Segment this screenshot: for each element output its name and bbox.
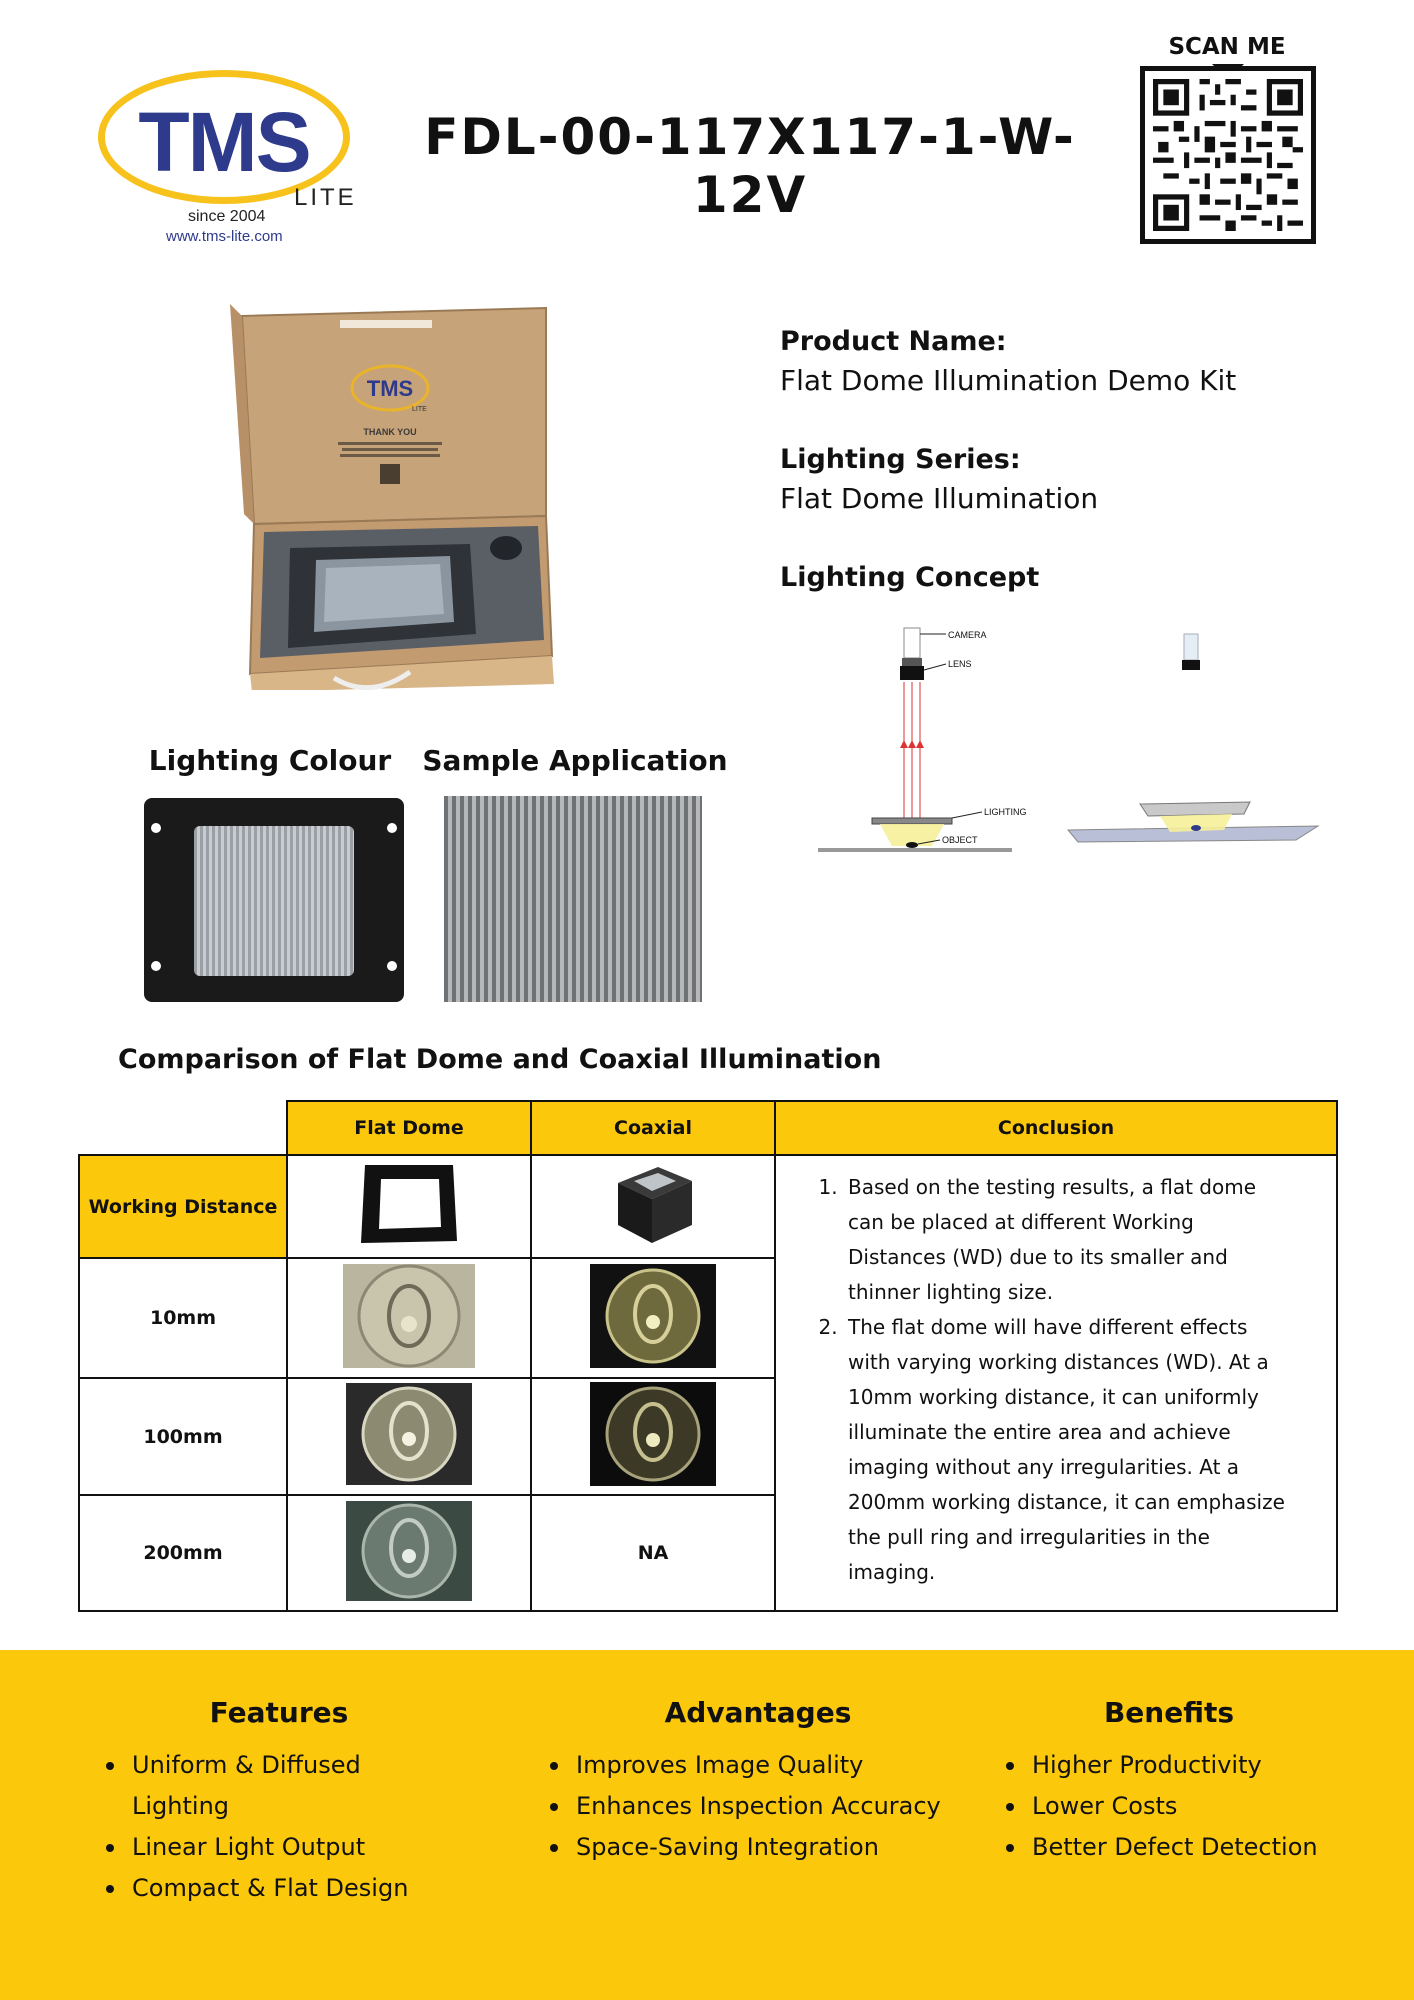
benefit-text: Higher Productivity — [1032, 1751, 1262, 1779]
list-item — [1004, 1786, 1334, 1827]
list-item — [104, 1868, 454, 1909]
features-title: Features — [209, 1696, 349, 1729]
lighting-concept-3d-diagram — [1060, 618, 1320, 858]
advantages-title: Advantages — [664, 1696, 852, 1729]
table-corner-cell — [79, 1101, 287, 1155]
scan-me-label: SCAN ME — [1168, 34, 1286, 60]
bullet-icon — [550, 1803, 558, 1811]
bullet-icon — [106, 1885, 114, 1893]
advantage-text: Enhances Inspection Accuracy — [576, 1792, 941, 1820]
feature-text: Compact & Flat Design — [132, 1874, 409, 1902]
brand-logo — [96, 64, 376, 254]
sample-application-image — [444, 796, 702, 1002]
feature-text: Uniform & Diffused Lighting — [132, 1751, 361, 1820]
advantage-text: Improves Image Quality — [576, 1751, 864, 1779]
flat-dome-10mm-image — [287, 1258, 531, 1378]
benefit-text: Better Defect Detection — [1032, 1833, 1318, 1861]
header-coaxial: Coaxial — [531, 1101, 775, 1155]
svg-text:LIGHTING: LIGHTING — [984, 807, 1027, 817]
logo-since: since 2004 — [188, 208, 266, 225]
coaxial-100mm-image — [531, 1378, 775, 1495]
qr-code[interactable] — [1140, 66, 1316, 244]
bullet-icon — [1006, 1844, 1014, 1852]
logo-url[interactable]: www.tms-lite.com — [166, 228, 283, 245]
bullet-icon — [106, 1844, 114, 1852]
table-header-row — [79, 1101, 1337, 1155]
table-row — [79, 1155, 1337, 1258]
flat-dome-product-image — [287, 1155, 531, 1258]
product-box-image — [230, 300, 560, 690]
coaxial-200mm-na: NA — [531, 1495, 775, 1611]
list-item — [104, 1827, 454, 1868]
list-item — [548, 1786, 968, 1827]
conclusion-item: 2. The flat dome will have different effects with varying working distances (WD). At a 10mm working distance, it can uniformly illuminate the entire area and achieve imaging without any irregularities. At a 200mm working distance, it can emphasize the pull ring and irregularities in the imaging. — [844, 1310, 1296, 1590]
conclusion-list — [822, 1170, 1296, 1590]
svg-text:CAMERA: CAMERA — [948, 630, 987, 640]
coaxial-10mm-image — [531, 1258, 775, 1378]
logo-text: TMS — [138, 95, 310, 189]
sample-application-title: Sample Application — [422, 744, 728, 777]
advantage-text: Space-Saving Integration — [576, 1833, 879, 1861]
feature-text: Linear Light Output — [132, 1833, 366, 1861]
model-code-title: FDL-00-117X117-1-W-12V — [424, 108, 1076, 224]
list-item — [548, 1745, 968, 1786]
features-list — [104, 1745, 454, 1909]
comparison-title: Comparison of Flat Dome and Coaxial Illumination — [118, 1044, 882, 1075]
bullet-icon — [1006, 1762, 1014, 1770]
bullet-icon — [106, 1762, 114, 1770]
qr-code-icon — [1153, 79, 1303, 231]
lighting-colour-title: Lighting Colour — [148, 744, 392, 777]
lighting-colour-image — [140, 796, 408, 1004]
svg-text:TMS: TMS — [366, 376, 414, 401]
flat-dome-200mm-image — [287, 1495, 531, 1611]
bullet-icon — [550, 1762, 558, 1770]
row-label-200mm: 200mm — [79, 1495, 287, 1611]
logo-subtext: LITE — [294, 184, 357, 211]
coaxial-product-image — [531, 1155, 775, 1258]
list-item — [548, 1827, 968, 1868]
header-flat-dome: Flat Dome — [287, 1101, 531, 1155]
comparison-table — [78, 1100, 1338, 1612]
footer-band — [0, 1650, 1414, 2000]
list-item — [1004, 1745, 1334, 1786]
svg-text:THANK YOU: THANK YOU — [363, 427, 417, 437]
row-label-10mm: 10mm — [79, 1258, 287, 1378]
lighting-concept-label: Lighting Concept — [780, 562, 1040, 593]
lighting-series-value: Flat Dome Illumination — [780, 482, 1099, 515]
benefits-column — [1004, 1696, 1334, 1868]
flat-dome-100mm-image — [287, 1378, 531, 1495]
advantages-column — [548, 1696, 968, 1868]
benefit-text: Lower Costs — [1032, 1792, 1178, 1820]
svg-text:OBJECT: OBJECT — [942, 835, 978, 845]
bullet-icon — [1006, 1803, 1014, 1811]
conclusion-item: 1. Based on the testing results, a flat dome can be placed at different Working Distances (WD) due to its smaller and thinner lighting size. — [844, 1170, 1296, 1310]
product-name-value: Flat Dome Illumination Demo Kit — [780, 364, 1237, 397]
list-item — [1004, 1827, 1334, 1868]
conclusion-cell — [775, 1155, 1337, 1611]
list-item — [104, 1745, 454, 1827]
benefits-title: Benefits — [1103, 1696, 1235, 1729]
advantages-list — [548, 1745, 968, 1868]
row-label-100mm: 100mm — [79, 1378, 287, 1495]
header-conclusion: Conclusion — [775, 1101, 1337, 1155]
svg-text:LITE: LITE — [412, 406, 427, 413]
lighting-concept-diagram — [800, 618, 1030, 858]
product-name-label: Product Name: — [780, 326, 1007, 357]
bullet-icon — [550, 1844, 558, 1852]
lighting-series-label: Lighting Series: — [780, 444, 1021, 475]
features-column — [104, 1696, 454, 1909]
benefits-list — [1004, 1745, 1334, 1868]
row-label-working-distance: Working Distance — [79, 1155, 287, 1258]
svg-text:LENS: LENS — [948, 659, 972, 669]
